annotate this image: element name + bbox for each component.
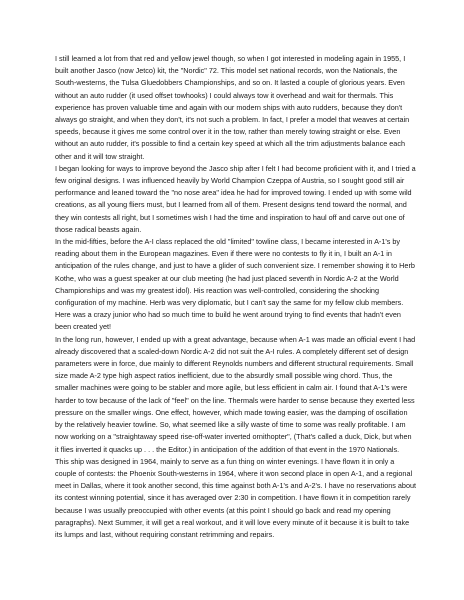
paragraph-2: I began looking for ways to improve beyond the Jasco ship after I felt I had become proficient with it, and I tried a few original designs. I was influenced heavily by World Champion Czeppa of Austria, so I sought good still air performance and leaned toward the "no nose area" idea he had for improved towing. I ended up with some wild creations, as all young fliers must, but I learned from all of them. Present designs tend toward the normal, and they win contests all right, but I sometimes wish I had the time and inspiration to haul off and carve out one of those radical beasts again.: [55, 163, 416, 234]
paragraph-5: This ship was designed in 1964, mainly to serve as a fun thing on winter evenings. I have flown it in only a couple of contests: the Phoenix South-westerns in 1964, where it won second place in open A-1, and a regional meet in Dallas, where it took another second, this time against both A-1's and A-2's. I have no reservations about its contest winning potential, since it has averaged over 2:30 in competition. I have flown it in competition rarely because I was usually preoccupied with other events (at this point I should go back and read my opening paragraphs). Next Summer, it will get a real workout, and it will love every minute of it because it is built to take its lumps and last, without requiring constant retrimming and repairs.: [55, 456, 417, 539]
paragraph-4: In the long run, however, I ended up with a great advantage, because when A-1 was made an official event I had already discovered that a scaled-down Nordic A-2 did not suit the A-I rules. A completely different set of design parameters were in force, due mainly to different Reynolds numbers and different structural requirements. Small size made A-2 type high aspect ratios inefficient, due to the absurdly small possible wing chord. Thus, the smaller machines were going to be stabler and more agile, but less efficient in calm air. I found that A-1's were harder to tow because of the lack of "feel" on the line. Thermals were harder to sense because they exerted less pressure on the smaller wings. One effect, however, which made towing easier, was the damping of oscillation by the relatively heavier towline. So, what seemed like a silly waste of time to some was really profitable. I am now working on a "straightaway speed rise-off-water inverted ornithopter", (That's called a duck, Dick, but when it flies inverted it quacks up . . . the Editor.) in anticipation of the addition of that event in the 1970 Nationals.: [55, 334, 416, 454]
article-body: [55, 53, 417, 541]
paragraph-3: In the mid-fifties, before the A-I class replaced the old "limited" towline class, I became interested in A-1's by reading about them in the European magazines. Even if there were no contests to fly it in, I built an A-1 in anticipation of the rules change, and just to have a glider of such convenient size. I remember showing it to Herb Kothe, who was a guest speaker at our club meeting (he had just placed seventh in Nordic A-2 at the World Championships and was my greatest idol). His reaction was well-controlled, considering the shocking configuration of my machine. Herb was very diplomatic, but I can't say the same for my fellow club members. Here was a crazy junior who had so much time to build he went around trying to find events that hadn't even been created yet!: [55, 237, 415, 332]
paragraph-1: I still learned a lot from that red and yellow jewel though, so when I got interested in modeling again in 1955, I built another Jasco (now Jetco) kit, the "Nordic" 72. This model set national records, won the Nationals, the South-westerns, the Tulsa Gluedobbers Championships, and so on. It lasted a couple of glorious years. Even without an auto rudder (it used offset towhooks) I could always tow it overhead and wait for thermals. This experience has proven valuable time and again with our modern ships with auto rudders, because they don't always go straight, and when they don't, it's not such a problem. In fact, I prefer a model that weaves at certain speeds, because it gives me some control over it in the tow, rather than merely towing straight or else. Even without an auto rudder, it's possible to find a certain key speed at which all the trim adjustments balance each other and it will tow straight.: [55, 54, 410, 161]
